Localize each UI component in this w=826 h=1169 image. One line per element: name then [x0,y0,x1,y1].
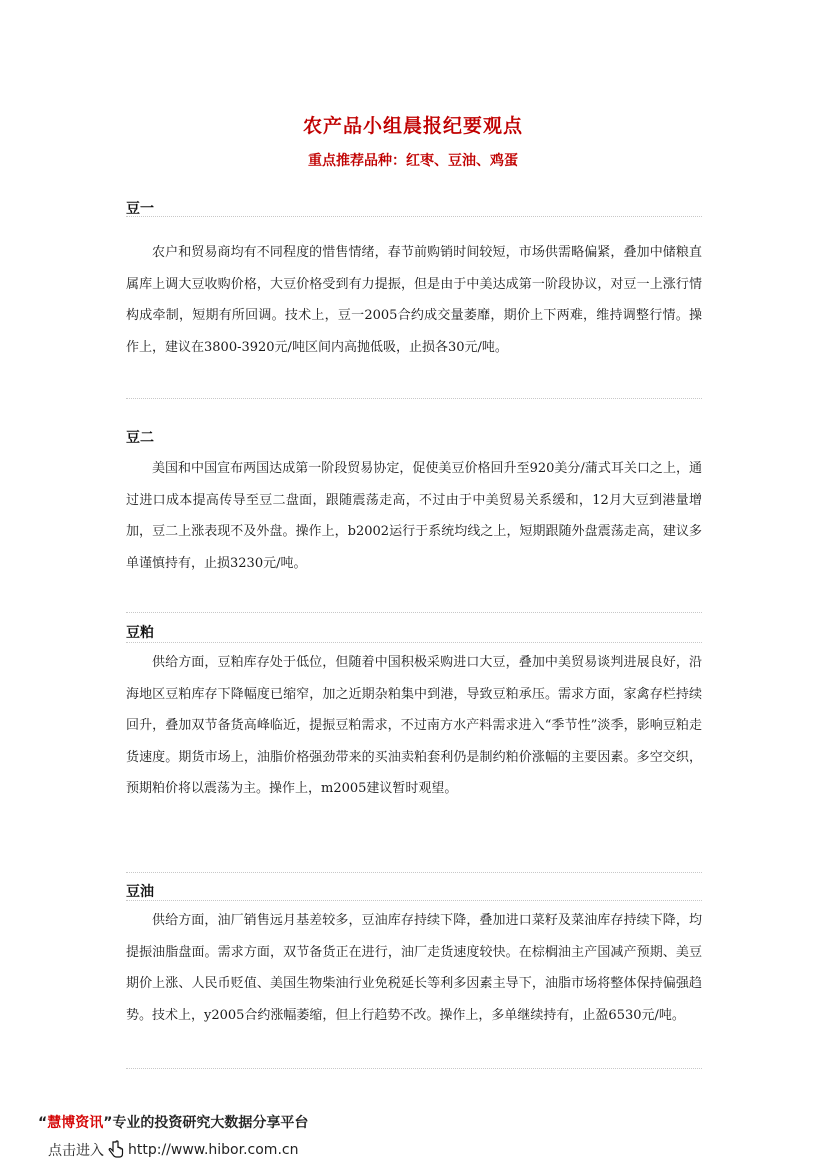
section-text-soybean-1: 农户和贸易商均有不同程度的惜售情绪，春节前购销时间较短，市场供需略偏紧，叠加中储粮直属库上调大豆收购价格，大豆价格受到有力提振，但是由于中美达成第一阶段协议，对豆一上涨行情构成牵制，短期有所回调。技术上，豆一2005合约成交量萎靡，期价上下两难，维持调整行情。操作上，建议在3800-3920元/吨区间内高抛低吸，止损各30元/吨。 [126,245,702,355]
section-text-soyoil: 供给方面，油厂销售远月基差较多，豆油库存持续下降，叠加进口菜籽及菜油库存持续下降，均提振油脂盘面。需求方面，双节备货正在进行，油厂走货速度较快。在棕榈油主产国减产预期、美豆期价上涨、人民币贬值、美国生物柴油行业免税延长等利多因素主导下，油脂市场将整体保持偏强趋势。技术上，y2005合约涨幅萎缩，但上行趋势不改。操作上，多单继续持有，止盈6530元/吨。 [126,913,702,1023]
quote-open: “ [38,1115,48,1131]
section-heading-soymeal: 豆粕 [126,625,154,641]
section-heading-soybean-2: 豆二 [126,430,154,446]
enter-label: 点击进入 [48,1143,104,1159]
divider [126,612,702,613]
quote-close: ” [103,1115,113,1131]
pointing-hand-icon [106,1140,126,1160]
divider [126,642,702,643]
divider [126,900,702,901]
report-subtitle: 重点推荐品种：红枣、豆油、鸡蛋 [308,153,518,169]
section-text-soybean-2: 美国和中国宣布两国达成第一阶段贸易协定，促使美豆价格回升至920美分/蒲式耳关口之上，通过进口成本提高传导至豆二盘面，跟随震荡走高，不过由于中美贸易关系缓和，12月大豆到港量增加，豆二上涨表现不及外盘。操作上，b2002运行于系统均线之上，短期跟随外盘震荡走高，建议多单谨慎持有，止损3230元/吨。 [126,461,702,571]
divider [126,1068,702,1069]
slogan-text: 专业的投资研究大数据分享平台 [112,1115,309,1131]
section-heading-soybean-1: 豆一 [126,201,154,217]
section-text-soymeal: 供给方面，豆粕库存处于低位，但随着中国积极采购进口大豆，叠加中美贸易谈判进展良好，沿海地区豆粕库存下降幅度已缩窄，加之近期杂粕集中到港，导致豆粕承压。需求方面，家禽存栏持续回升，叠加双节备货高峰临近，提振豆粕需求，不过南方水产料需求进入“季节性”淡季，影响豆粕走货速度。期货市场上，油脂价格强劲带来的买油卖粕套利仍是制约粕价涨幅的主要因素。多空交织，预期粕价将以震荡为主。操作上，m2005建议暂时观望。 [126,655,702,796]
brand-name: 慧博资讯 [47,1115,104,1131]
divider [126,216,702,217]
footer-link-row [48,1140,298,1160]
section-heading-soyoil: 豆油 [126,884,154,900]
divider [126,872,702,873]
footer-slogan [38,1112,308,1132]
site-url-link[interactable]: http://www.hibor.com.cn [128,1142,299,1158]
report-title: 农产品小组晨报纪要观点 [302,115,523,137]
divider [126,398,702,399]
